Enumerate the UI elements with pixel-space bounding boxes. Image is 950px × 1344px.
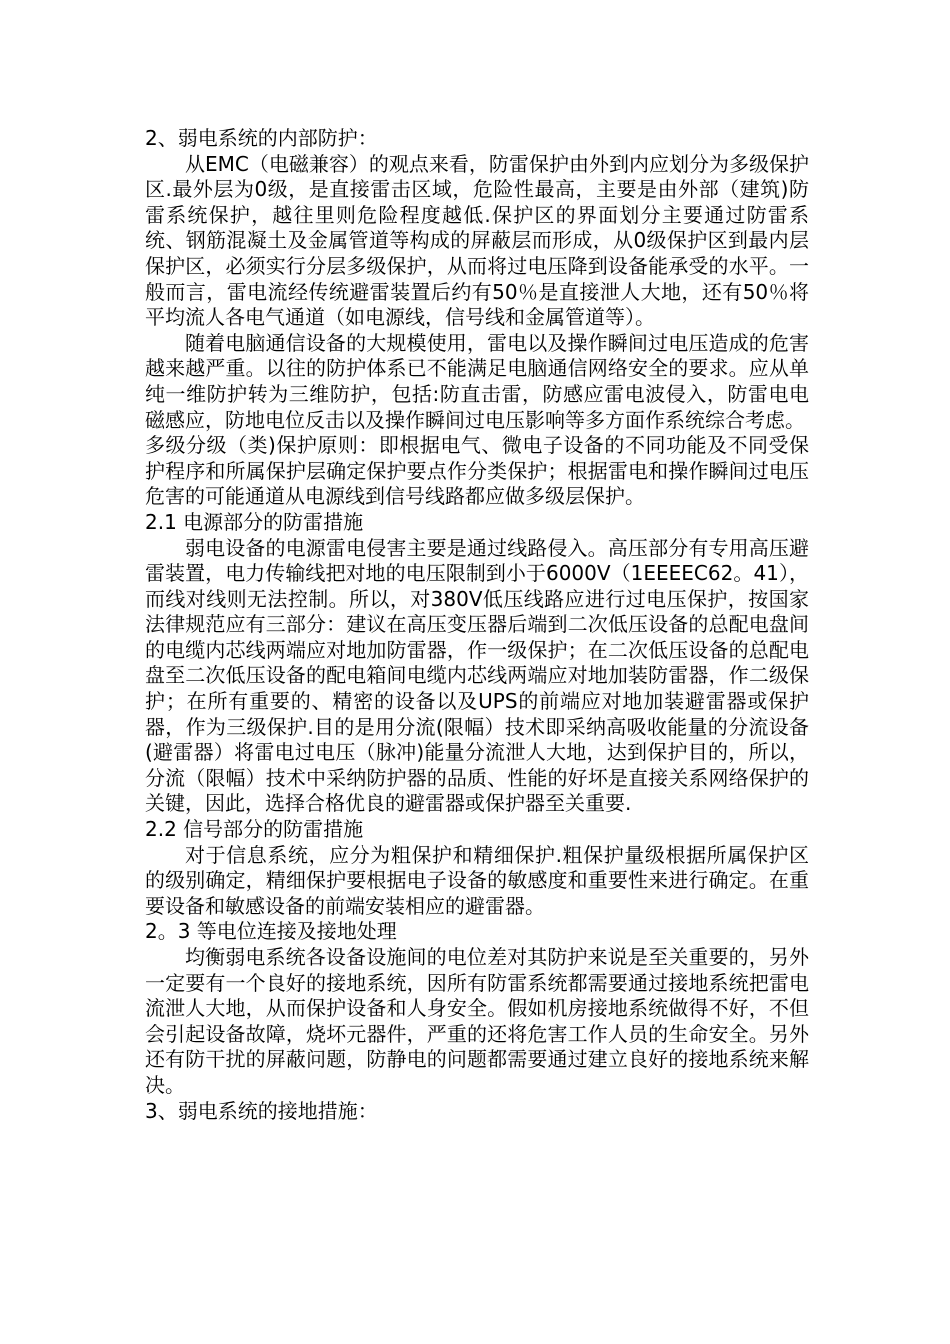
paragraph-signal-lightning-measures: 对于信息系统，应分为粗保护和精细保护.粗保护量级根据所属保护区的级别确定，精细保护要根据电子设备的敏感度和重要性来进行确定。在重要设备和敏感设备的前端安装相应的避雷器。 xyxy=(145,842,809,918)
paragraph-three-dimensional-protection: 随着电脑通信设备的大规模使用，雷电以及操作瞬间过电压造成的危害越来越严重。以往的防护体系已不能满足电脑通信网络安全的要求。应从单纯一维防护转为三维防护，包括:防直击雷，防感应雷电波侵入，防雷电电磁感应，防地电位反击以及操作瞬间过电压影响等多方面作系统综合考虑。 xyxy=(145,330,809,432)
paragraph-emc-protection-zones: 从EMC（电磁兼容）的观点来看，防雷保护由外到内应划分为多级保护区.最外层为0级，是直接雷击区域，危险性最高，主要是由外部（建筑)防雷系统保护，越往里则危险程度越低.保护区的界面划分主要通过防雷系统、钢筋混凝土及金属管道等构成的屏蔽层而形成，从0级保护区到最内层保护区，必须实行分层多级保护，从而将过电压降到设备能承受的水平。一般而言，雷电流经传统避雷装置后约有50％是直接泄人大地，还有50％将平均流人各电气通道（如电源线，信号线和金属管道等）。 xyxy=(145,151,809,330)
section-heading-signal-lightning: 2.2 信号部分的防雷措施 xyxy=(145,817,364,842)
section-heading-equipotential-grounding: 2。3 等电位连接及接地处理 xyxy=(145,919,397,944)
document-body xyxy=(145,126,809,1124)
paragraph-multilevel-principle: 多级分级（类)保护原则：即根据电气、微电子设备的不同功能及不同受保护程序和所属保护层确定保护要点作分类保护；根据雷电和操作瞬间过电压危害的可能通道从电源线到信号线路都应做多级层保护。 xyxy=(145,433,809,509)
section-heading-power-lightning: 2.1 电源部分的防雷措施 xyxy=(145,509,364,534)
paragraph-power-lightning-measures: 弱电设备的电源雷电侵害主要是通过线路侵入。高压部分有专用高压避雷装置，电力传输线把对地的电压限制到小于6000V（1EEEEC62。41），而线对线则无法控制。所以，对380V低压线路应进行过电压保护，按国家法律规范应有三部分：建议在高压变压器后端到二次低压设备的总配电盘间的电缆内芯线两端应对地加防雷器，作一级保护；在二次低压设备的总配电盘至二次低压设备的配电箱间电缆内芯线两端应对地加装防雷器，作二级保护；在所有重要的、精密的设备以及UPS的前端应对地加装避雷器或保护器，作为三级保护.目的是用分流(限幅）技术即采纳高吸收能量的分流设备(避雷器）将雷电过电压（脉冲)能量分流泄人大地，达到保护目的，所以，分流（限幅）技术中采纳防护器的品质、性能的好坏是直接关系网络保护的关键，因此，选择合格优良的避雷器或保护器至关重要. xyxy=(145,535,809,816)
section-heading-grounding-measures: 3、弱电系统的接地措施： xyxy=(145,1098,378,1123)
paragraph-equipotential-grounding: 均衡弱电系统各设备设施间的电位差对其防护来说是至关重要的，另外一定要有一个良好的接地系统，因所有防雷系统都需要通过接地系统把雷电流泄人大地，从而保护设备和人身安全。假如机房接地系统做得不好，不但会引起设备故障，烧坏元器件，严重的还将危害工作人员的生命安全。另外还有防干扰的屏蔽问题，防静电的问题都需要通过建立良好的接地系统来解决。 xyxy=(145,945,809,1097)
section-heading-internal-protection: 2、弱电系统的内部防护： xyxy=(145,126,378,150)
